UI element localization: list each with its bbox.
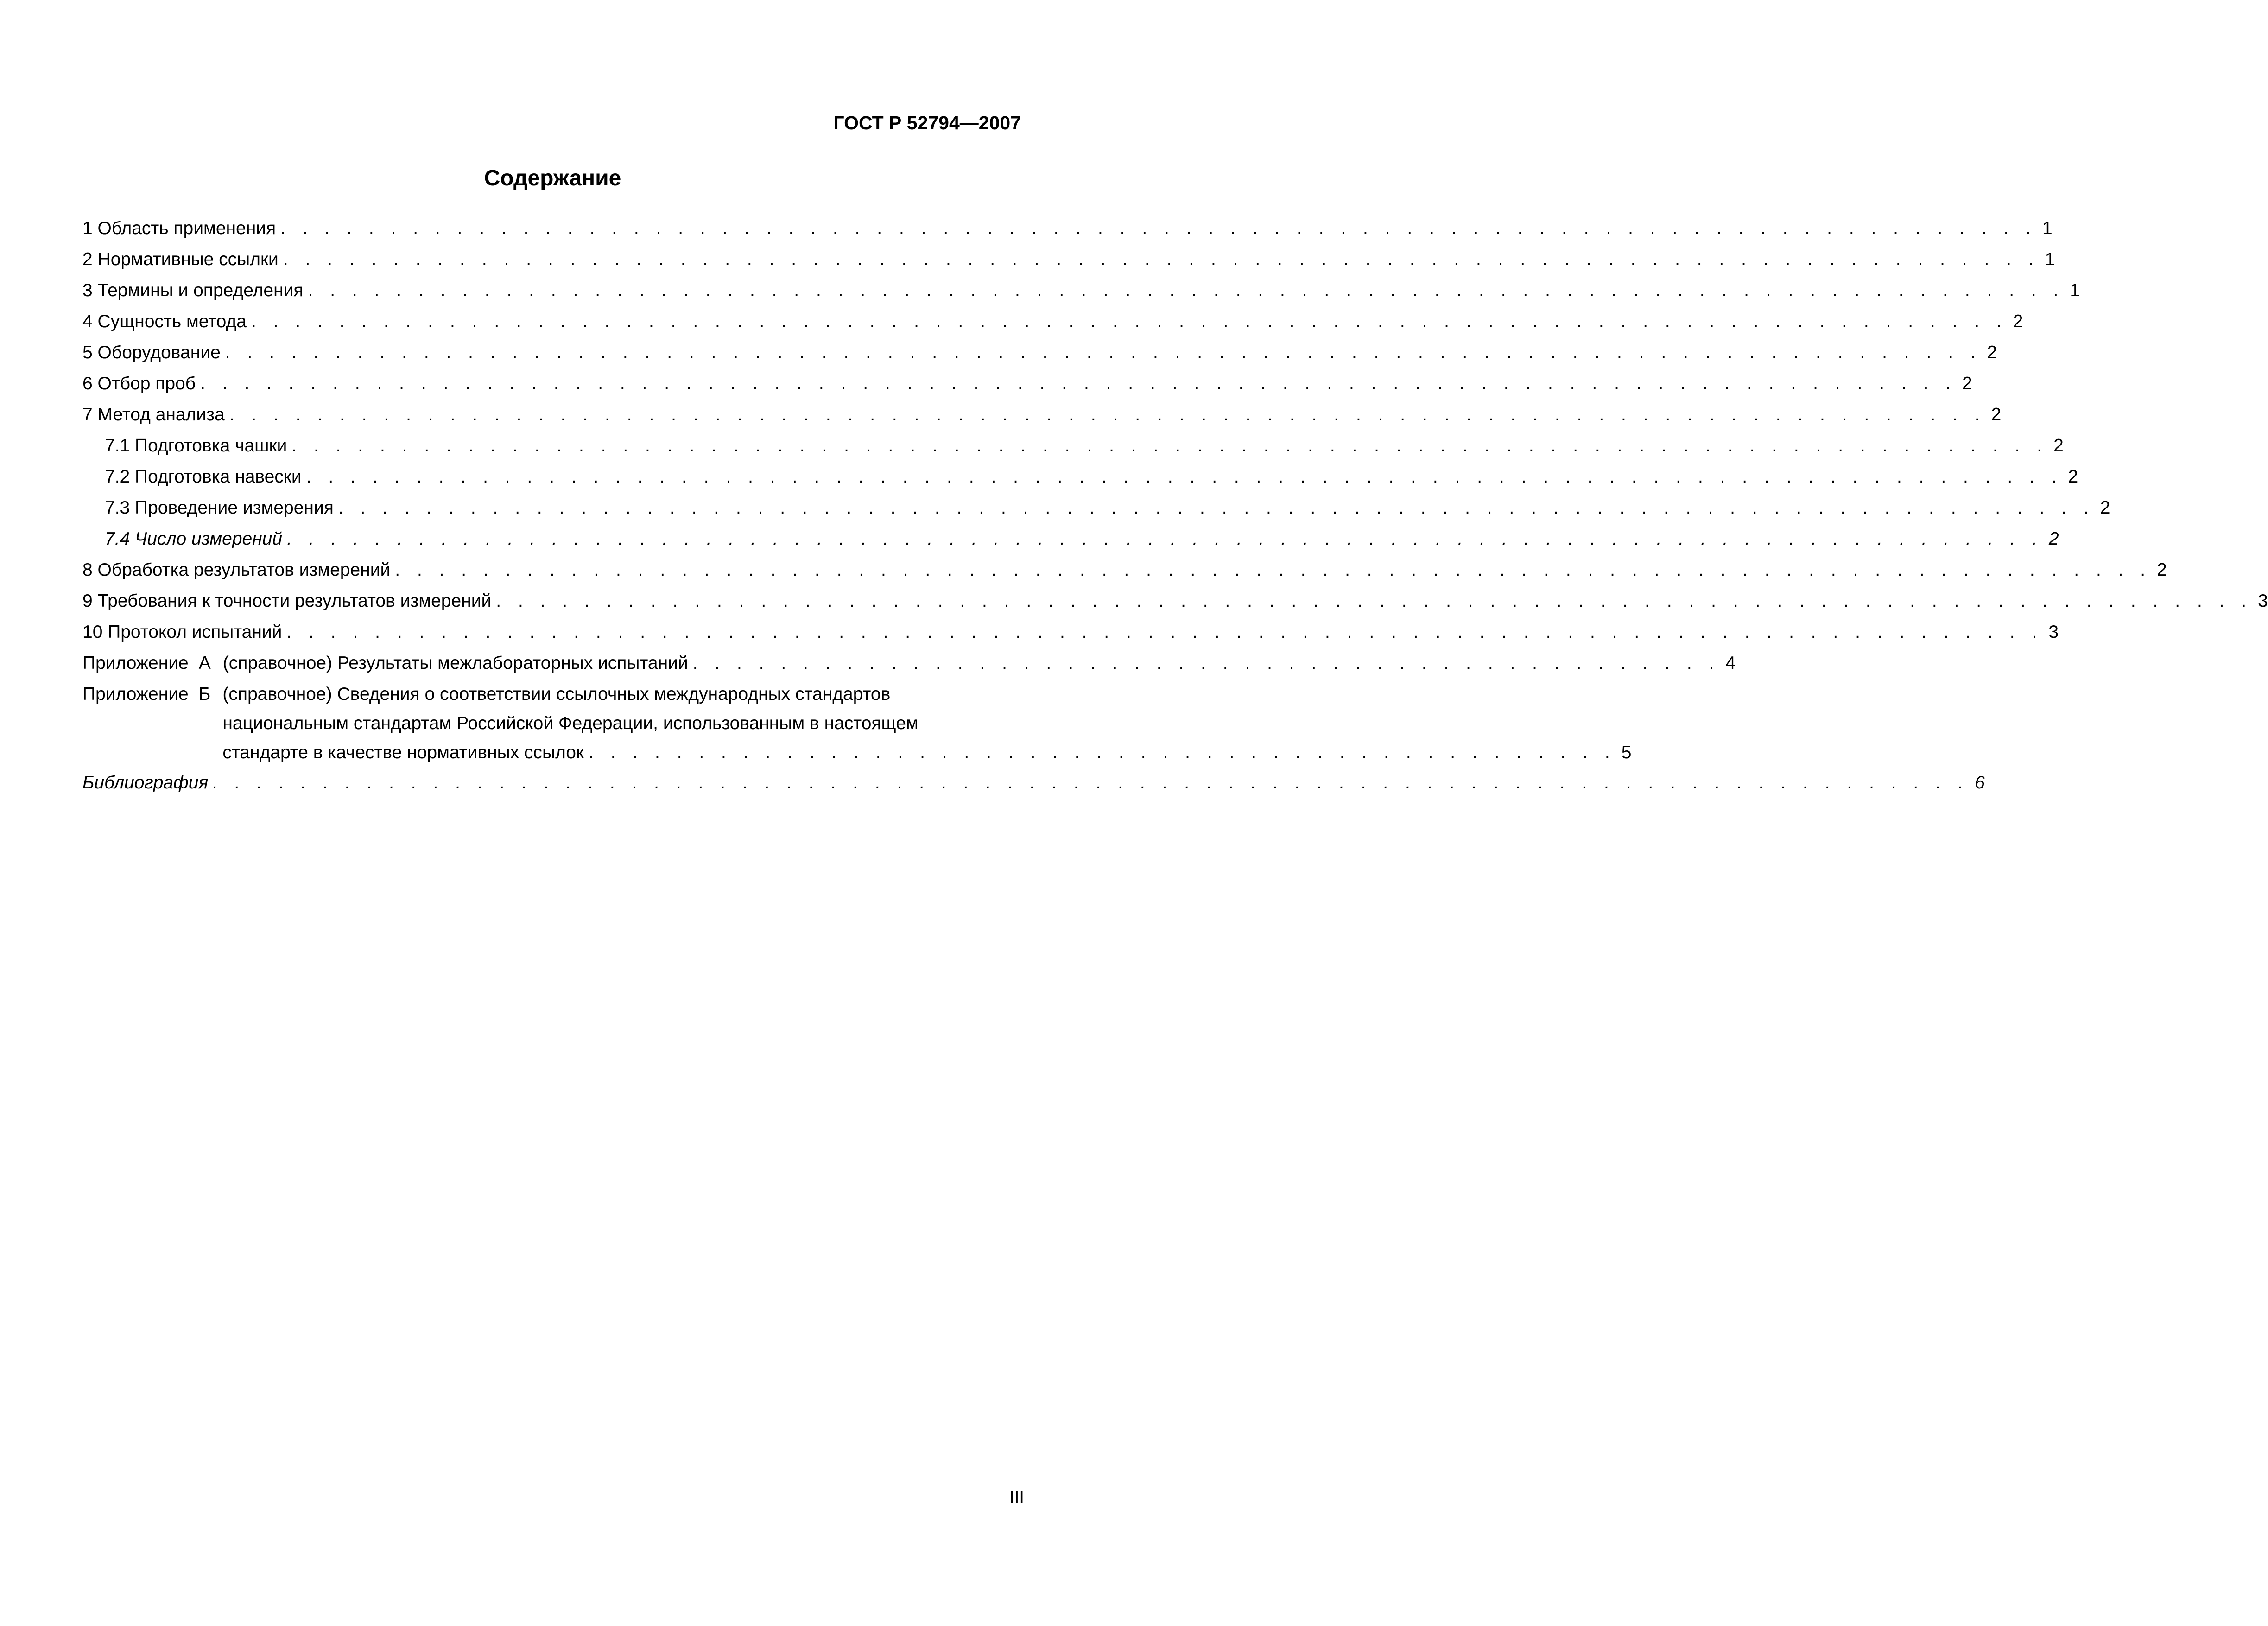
- toc-entry-label: 8 Обработка результатов измерений: [82, 560, 391, 580]
- appendix-letter: Б: [198, 684, 211, 704]
- toc-entry-page: 2: [2053, 436, 2064, 456]
- toc-leader-dots: . . . . . . . . . . . . . . . . . . . . . . . . . . . . . . . . . . . . . . . . . . . . . . . . . . . . . . . . . . . . . . . . . . . . . . . . . . . . . . . .: [338, 498, 2095, 518]
- toc-entry[interactable]: [82, 399, 2002, 430]
- toc-leader-dots: . . . . . . . . . . . . . . . . . . . . . . . . . . . . . . . . . . . . . . . . . . . . . . . . . . . . . . . . . . . . . . . . . . . . . . . . . . . . . . . .: [308, 280, 2065, 300]
- toc-entry-label: 9 Требования к точности результатов измерений: [82, 591, 492, 611]
- toc-entry-label: 7.3 Проведение измерения: [105, 498, 334, 518]
- toc-entry[interactable]: [82, 213, 2053, 244]
- toc-entry-page: 1: [2042, 218, 2053, 238]
- toc-leader-dots: . . . . . . . . . . . . . . . . . . . . . . . . . . . . . . . . . . . . . . . . . . . . . . . . . . . . . . . . . . . . . . . . . . . . . . . . . . . . . . . .: [306, 467, 2063, 487]
- toc-bibliography[interactable]: [82, 767, 1985, 798]
- toc-entry[interactable]: [82, 616, 2059, 648]
- appendix-heading: [82, 648, 223, 679]
- toc-entry-label: 2 Нормативные ссылки: [82, 249, 279, 269]
- appendix-text-line-3: стандарте в качестве нормативных ссылок: [222, 743, 584, 762]
- toc-subentry[interactable]: [82, 492, 2110, 523]
- toc-leader-dots: . . . . . . . . . . . . . . . . . . . . . . . . . . . . . . . . . . . . . . . . . . . . . . . . . . . . . . . . . . . . . . . . . . . . . . . . . . . . . . . .: [287, 529, 2043, 549]
- toc-entry-label: 5 Оборудование: [82, 343, 221, 362]
- appendix-text-line-2: национальным стандартам Российской Федерации, использованным в настоящем: [222, 713, 919, 733]
- document-code: ГОСТ Р 52794—2007: [833, 112, 1021, 133]
- toc-appendix-b[interactable]: [82, 680, 1632, 767]
- toc-subentry[interactable]: [82, 461, 2078, 492]
- toc-entry-page: 2: [2048, 529, 2059, 549]
- appendix-word: Приложение: [82, 653, 189, 673]
- toc-entry[interactable]: [82, 275, 2080, 306]
- toc-entry-label: 4 Сущность метода: [82, 311, 247, 331]
- toc-entry-page: 1: [2070, 280, 2080, 300]
- toc-entry[interactable]: [82, 244, 2055, 275]
- toc-entry-label: 7.2 Подготовка навески: [105, 467, 302, 487]
- toc-entry-page: 2: [1991, 405, 2002, 425]
- toc-entry-page: 6: [1975, 773, 1985, 793]
- toc-entry-page: 2: [2013, 311, 2023, 331]
- appendix-text-line-1: (справочное) Сведения о соответствии ссылочных международных стандартов: [222, 684, 891, 704]
- toc-leader-dots: . . . . . . . . . . . . . . . . . . . . . . . . . . . . . . . . . . . . . . . . . . . . . . . . . . . . . . . . . . . . . . . . . . . . . . . . . . . . . . . .: [229, 405, 1986, 425]
- toc-entry-label: 1 Область применения: [82, 218, 276, 238]
- page-number: III: [1009, 1488, 1024, 1507]
- toc-leader-dots: . . . . . . . . . . . . . . . . . . . . . . . . . . . . . . . . . . . . . . . . . . . . . . . . . . . . . . . . . . . . . . . . . . . . . . . . . . . . . . . .: [280, 218, 2037, 238]
- appendix-heading: [82, 680, 222, 767]
- toc-subentry[interactable]: [82, 523, 2059, 554]
- toc-entry-page: 2: [2068, 467, 2078, 487]
- toc-leader-dots: . . . . . . . . . . . . . . . . . . . . . . . . . . . . . . . . . . . . . . . . . . . . . . . . . . . . . . . . . . . . . . . . . . . . . . . . . . . . . . . .: [496, 591, 2253, 611]
- toc-entry-label: 7.4 Число измерений: [105, 529, 283, 549]
- toc-entry-page: 3: [2048, 622, 2059, 642]
- toc-leader-dots: . . . . . . . . . . . . . . . . . . . . . . . . . . . . . . . . . . . . . . . . . . . . . . . . . . . . . . . . . . . . . . . . . . . . . . . . . . . . . . . .: [286, 622, 2043, 642]
- toc-entry-label: 3 Термины и определения: [82, 280, 304, 300]
- toc-entry-label: 6 Отбор проб: [82, 374, 196, 394]
- toc-entry-page: 5: [1621, 743, 1632, 762]
- toc-subentry[interactable]: [82, 430, 2064, 461]
- toc-entry[interactable]: [82, 368, 1972, 399]
- toc-entry-label: 10 Протокол испытаний: [82, 622, 282, 642]
- toc-leader-dots: . . . . . . . . . . . . . . . . . . . . . . . . . . . . . . . . . . . . . . . . . . . . . . .: [589, 743, 1616, 762]
- toc-entry[interactable]: [82, 306, 2023, 337]
- toc-leader-dots: . . . . . . . . . . . . . . . . . . . . . . . . . . . . . . . . . . . . . . . . . . . . . . . . . . . . . . . . . . . . . . . . . . . . . . . . . . . . . . . .: [200, 374, 1957, 394]
- toc-leader-dots: . . . . . . . . . . . . . . . . . . . . . . . . . . . . . . . . . . . . . . . . . . . . . . . . . . . . . . . . . . . . . . . . . . . . . . . . . . . . . . . .: [213, 773, 1970, 793]
- toc-entry-label: 7.1 Подготовка чашки: [105, 436, 287, 456]
- appendix-letter: А: [198, 653, 211, 673]
- toc-entry-page: 2: [1987, 343, 1997, 362]
- table-of-contents: [82, 213, 2268, 798]
- toc-leader-dots: . . . . . . . . . . . . . . . . . . . . . . . . . . . . . . . . . . . . . . . . . . . . . . . . . . . . . . . . . . . . . . . . . . . . . . . . . . . . . . . .: [225, 343, 1982, 362]
- toc-entry-label: Библиография: [82, 773, 209, 793]
- toc-leader-dots: . . . . . . . . . . . . . . . . . . . . . . . . . . . . . . . . . . . . . . . . . . . . . . . . . . . . . . . . . . . . . . . . . . . . . . . . . . . . . . . .: [283, 249, 2040, 269]
- toc-entry-page: 2: [2100, 498, 2110, 518]
- toc-appendix-a[interactable]: [82, 648, 1736, 679]
- toc-entry-page: 2: [1962, 374, 1972, 394]
- toc-entry-label: 7 Метод анализа: [82, 405, 225, 425]
- toc-entry[interactable]: [82, 554, 2167, 585]
- appendix-text: (справочное) Результаты межлабораторных испытаний: [222, 653, 688, 673]
- toc-leader-dots: . . . . . . . . . . . . . . . . . . . . . . . . . . . . . . . . . . . . . . . . . . . . . . . . . . . . . . . . . . . . . . . . . . . . . . . . . . . . . . . .: [291, 436, 2048, 456]
- toc-entry-page: 4: [1725, 653, 1736, 673]
- toc-leader-dots: . . . . . . . . . . . . . . . . . . . . . . . . . . . . . . . . . . . . . . . . . . . . . . .: [692, 653, 1720, 673]
- toc-entry[interactable]: [82, 337, 1997, 368]
- toc-entry-page: 3: [2258, 591, 2268, 611]
- toc-entry[interactable]: [82, 585, 2268, 616]
- toc-entry-page: 1: [2045, 249, 2055, 269]
- toc-leader-dots: . . . . . . . . . . . . . . . . . . . . . . . . . . . . . . . . . . . . . . . . . . . . . . . . . . . . . . . . . . . . . . . . . . . . . . . . . . . . . . . .: [395, 560, 2152, 580]
- toc-leader-dots: . . . . . . . . . . . . . . . . . . . . . . . . . . . . . . . . . . . . . . . . . . . . . . . . . . . . . . . . . . . . . . . . . . . . . . . . . . . . . . . .: [251, 311, 2008, 331]
- appendix-word: Приложение: [82, 684, 189, 704]
- toc-title: Содержание: [484, 166, 621, 191]
- toc-entry-page: 2: [2157, 560, 2167, 580]
